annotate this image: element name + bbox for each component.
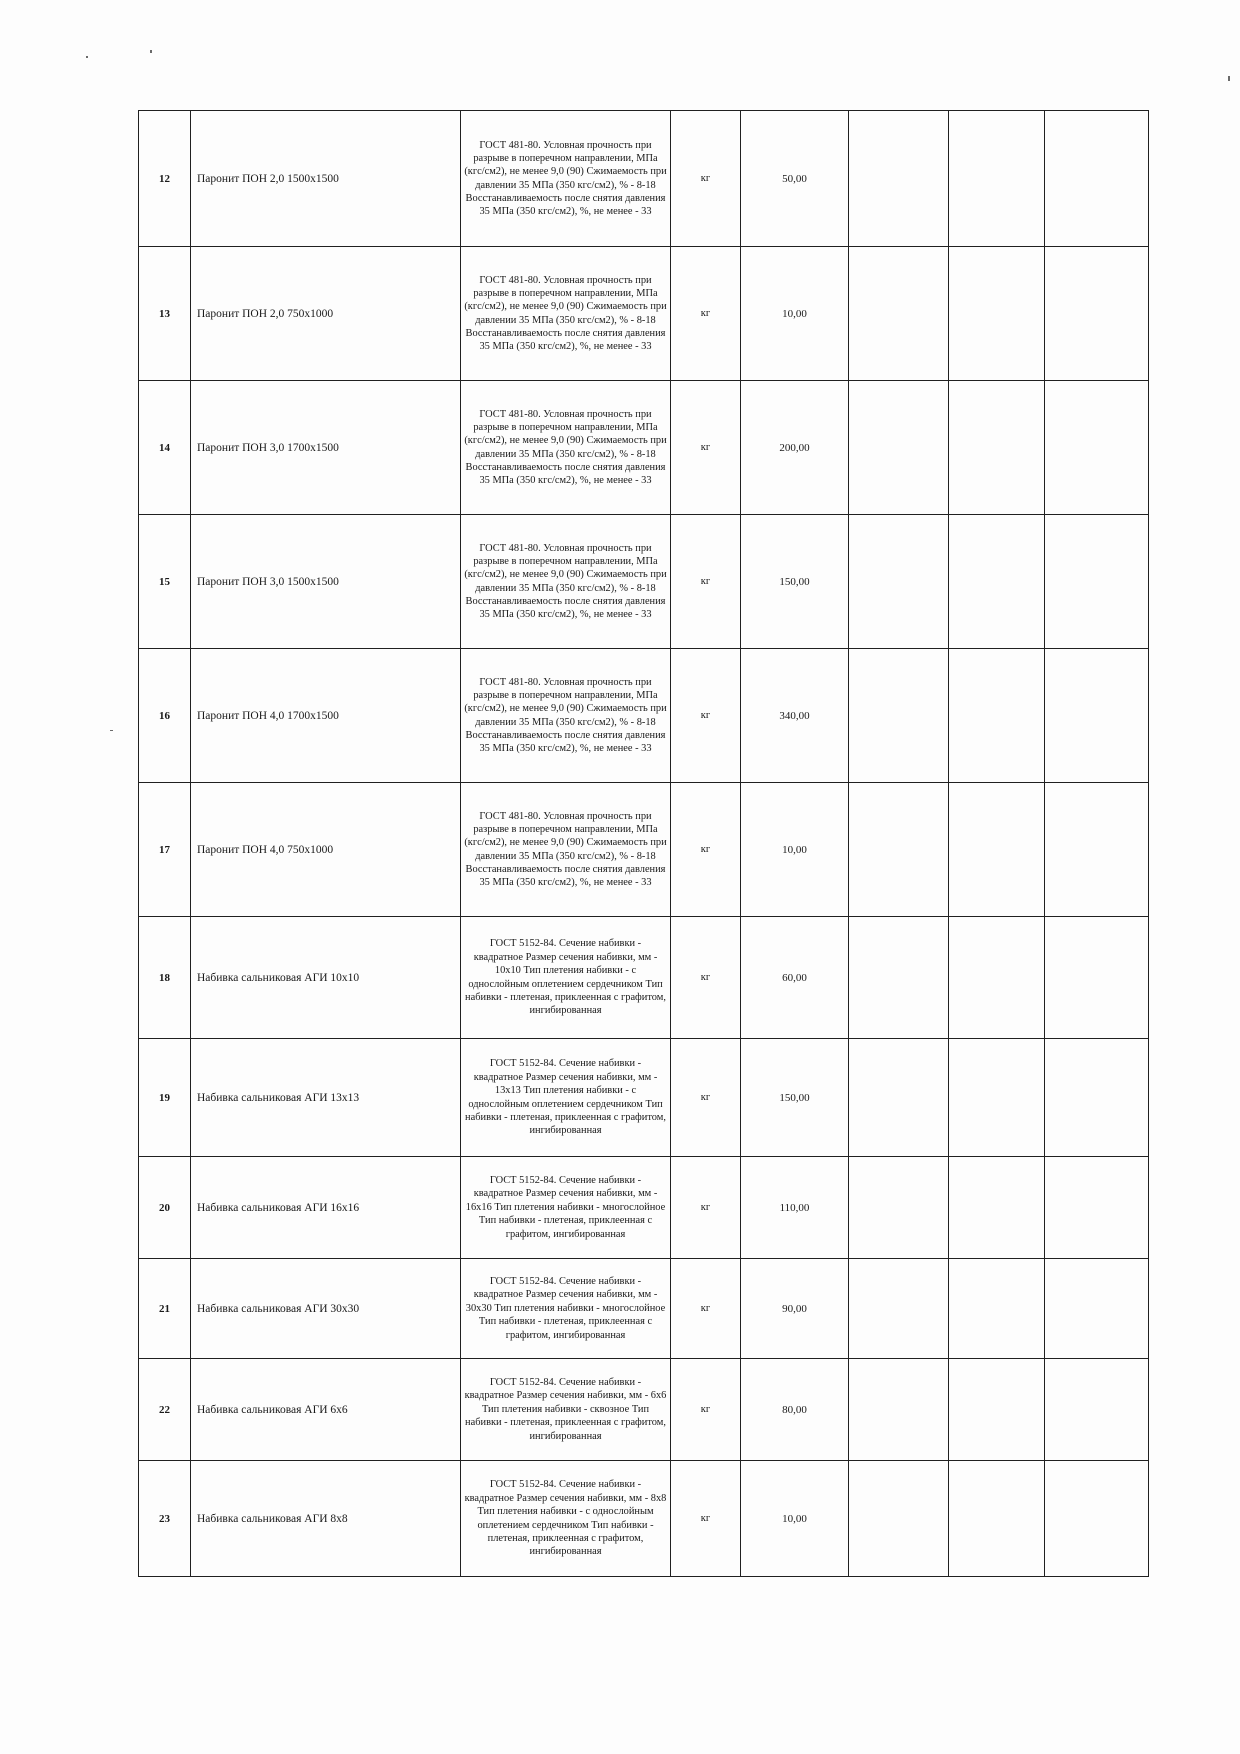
quantity: 10,00 <box>741 1461 849 1577</box>
empty-cell <box>949 111 1045 247</box>
unit-of-measure: кг <box>671 381 741 515</box>
empty-cell <box>849 1259 949 1359</box>
empty-cell <box>849 783 949 917</box>
empty-cell <box>1045 783 1149 917</box>
empty-cell <box>949 783 1045 917</box>
quantity: 150,00 <box>741 1039 849 1157</box>
table-row <box>139 111 1149 247</box>
empty-cell <box>849 917 949 1039</box>
item-specification: ГОСТ 481-80. Условная прочность при разрыве в поперечном направлении, МПа (кгс/см2), не менее 9,0 (90) Сжимаемость при давлении 35 МПа (350 кгс/см2), % - 8-18 Восстанавливаемость после снятия давления 35 МПа (350 кгс/см2), %, не менее - 33 <box>461 111 671 247</box>
empty-cell <box>849 247 949 381</box>
empty-cell <box>1045 111 1149 247</box>
empty-cell <box>949 247 1045 381</box>
item-name: Паронит ПОН 2,0 750x1000 <box>191 247 461 381</box>
specification-table <box>138 110 1149 1577</box>
empty-cell <box>1045 515 1149 649</box>
row-number: 16 <box>139 649 191 783</box>
item-name: Паронит ПОН 4,0 750x1000 <box>191 783 461 917</box>
item-specification: ГОСТ 481-80. Условная прочность при разрыве в поперечном направлении, МПа (кгс/см2), не менее 9,0 (90) Сжимаемость при давлении 35 МПа (350 кгс/см2), % - 8-18 Восстанавливаемость после снятия давления 35 МПа (350 кгс/см2), %, не менее - 33 <box>461 515 671 649</box>
quantity: 80,00 <box>741 1359 849 1461</box>
row-number: 20 <box>139 1157 191 1259</box>
row-number: 18 <box>139 917 191 1039</box>
empty-cell <box>1045 1039 1149 1157</box>
table-row <box>139 1461 1149 1577</box>
empty-cell <box>849 111 949 247</box>
empty-cell <box>1045 1259 1149 1359</box>
item-specification: ГОСТ 5152-84. Сечение набивки - квадратное Размер сечения набивки, мм - 30x30 Тип плетения набивки - многослойное Тип набивки - плетеная, приклеенная с графитом, ингибированная <box>461 1259 671 1359</box>
empty-cell <box>849 1157 949 1259</box>
unit-of-measure: кг <box>671 783 741 917</box>
item-specification: ГОСТ 5152-84. Сечение набивки - квадратное Размер сечения набивки, мм - 13x13 Тип плетения набивки - с однослойным оплетением сердечником Тип набивки - плетеная, приклеенная с графитом, ингибированная <box>461 1039 671 1157</box>
empty-cell <box>849 649 949 783</box>
item-name: Паронит ПОН 4,0 1700x1500 <box>191 649 461 783</box>
unit-of-measure: кг <box>671 111 741 247</box>
table-row <box>139 247 1149 381</box>
item-name: Набивка сальниковая АГИ 16x16 <box>191 1157 461 1259</box>
item-name: Набивка сальниковая АГИ 30x30 <box>191 1259 461 1359</box>
item-specification: ГОСТ 5152-84. Сечение набивки - квадратное Размер сечения набивки, мм - 8x8 Тип плетения набивки - с однослойным оплетением сердечником Тип набивки - плетеная, приклеенная с графитом, ингибированная <box>461 1461 671 1577</box>
scan-speck <box>110 730 113 731</box>
row-number: 22 <box>139 1359 191 1461</box>
unit-of-measure: кг <box>671 1039 741 1157</box>
unit-of-measure: кг <box>671 1157 741 1259</box>
item-name: Паронит ПОН 3,0 1700x1500 <box>191 381 461 515</box>
table-row <box>139 1157 1149 1259</box>
item-name: Паронит ПОН 3,0 1500x1500 <box>191 515 461 649</box>
empty-cell <box>949 1039 1045 1157</box>
unit-of-measure: кг <box>671 649 741 783</box>
unit-of-measure: кг <box>671 247 741 381</box>
row-number: 15 <box>139 515 191 649</box>
item-specification: ГОСТ 481-80. Условная прочность при разрыве в поперечном направлении, МПа (кгс/см2), не менее 9,0 (90) Сжимаемость при давлении 35 МПа (350 кгс/см2), % - 8-18 Восстанавливаемость после снятия давления 35 МПа (350 кгс/см2), %, не менее - 33 <box>461 247 671 381</box>
scan-speck <box>86 56 88 58</box>
empty-cell <box>949 649 1045 783</box>
table-row <box>139 1039 1149 1157</box>
row-number: 12 <box>139 111 191 247</box>
empty-cell <box>1045 247 1149 381</box>
empty-cell <box>949 1157 1045 1259</box>
item-name: Набивка сальниковая АГИ 13x13 <box>191 1039 461 1157</box>
unit-of-measure: кг <box>671 917 741 1039</box>
empty-cell <box>849 1461 949 1577</box>
empty-cell <box>949 381 1045 515</box>
empty-cell <box>849 1359 949 1461</box>
row-number: 17 <box>139 783 191 917</box>
item-specification: ГОСТ 481-80. Условная прочность при разрыве в поперечном направлении, МПа (кгс/см2), не менее 9,0 (90) Сжимаемость при давлении 35 МПа (350 кгс/см2), % - 8-18 Восстанавливаемость после снятия давления 35 МПа (350 кгс/см2), %, не менее - 33 <box>461 381 671 515</box>
table-row <box>139 783 1149 917</box>
quantity: 340,00 <box>741 649 849 783</box>
quantity: 60,00 <box>741 917 849 1039</box>
row-number: 19 <box>139 1039 191 1157</box>
empty-cell <box>1045 1359 1149 1461</box>
quantity: 110,00 <box>741 1157 849 1259</box>
table-row <box>139 1259 1149 1359</box>
quantity: 150,00 <box>741 515 849 649</box>
quantity: 10,00 <box>741 247 849 381</box>
row-number: 13 <box>139 247 191 381</box>
item-specification: ГОСТ 5152-84. Сечение набивки - квадратное Размер сечения набивки, мм - 16x16 Тип плетения набивки - многослойное Тип набивки - плетеная, приклеенная с графитом, ингибированная <box>461 1157 671 1259</box>
item-specification: ГОСТ 5152-84. Сечение набивки - квадратное Размер сечения набивки, мм - 10x10 Тип плетения набивки - с однослойным оплетением сердечником Тип набивки - плетеная, приклеенная с графитом, ингибированная <box>461 917 671 1039</box>
empty-cell <box>1045 917 1149 1039</box>
item-name: Набивка сальниковая АГИ 6x6 <box>191 1359 461 1461</box>
empty-cell <box>949 917 1045 1039</box>
unit-of-measure: кг <box>671 1259 741 1359</box>
empty-cell <box>949 1461 1045 1577</box>
quantity: 50,00 <box>741 111 849 247</box>
empty-cell <box>1045 1461 1149 1577</box>
item-specification: ГОСТ 481-80. Условная прочность при разрыве в поперечном направлении, МПа (кгс/см2), не менее 9,0 (90) Сжимаемость при давлении 35 МПа (350 кгс/см2), % - 8-18 Восстанавливаемость после снятия давления 35 МПа (350 кгс/см2), %, не менее - 33 <box>461 783 671 917</box>
table-row <box>139 1359 1149 1461</box>
table-row <box>139 515 1149 649</box>
empty-cell <box>1045 381 1149 515</box>
item-specification: ГОСТ 5152-84. Сечение набивки - квадратное Размер сечения набивки, мм - 6x6 Тип плетения набивки - сквозное Тип набивки - плетеная, приклеенная с графитом, ингибированная <box>461 1359 671 1461</box>
unit-of-measure: кг <box>671 515 741 649</box>
quantity: 90,00 <box>741 1259 849 1359</box>
empty-cell <box>849 1039 949 1157</box>
row-number: 23 <box>139 1461 191 1577</box>
row-number: 14 <box>139 381 191 515</box>
item-name: Паронит ПОН 2,0 1500x1500 <box>191 111 461 247</box>
item-name: Набивка сальниковая АГИ 8x8 <box>191 1461 461 1577</box>
table-row <box>139 649 1149 783</box>
empty-cell <box>849 381 949 515</box>
item-name: Набивка сальниковая АГИ 10x10 <box>191 917 461 1039</box>
empty-cell <box>1045 1157 1149 1259</box>
row-number: 21 <box>139 1259 191 1359</box>
empty-cell <box>849 515 949 649</box>
empty-cell <box>949 1359 1045 1461</box>
empty-cell <box>949 1259 1045 1359</box>
empty-cell <box>1045 649 1149 783</box>
quantity: 10,00 <box>741 783 849 917</box>
unit-of-measure: кг <box>671 1461 741 1577</box>
item-specification: ГОСТ 481-80. Условная прочность при разрыве в поперечном направлении, МПа (кгс/см2), не менее 9,0 (90) Сжимаемость при давлении 35 МПа (350 кгс/см2), % - 8-18 Восстанавливаемость после снятия давления 35 МПа (350 кгс/см2), %, не менее - 33 <box>461 649 671 783</box>
empty-cell <box>949 515 1045 649</box>
unit-of-measure: кг <box>671 1359 741 1461</box>
table-row <box>139 917 1149 1039</box>
quantity: 200,00 <box>741 381 849 515</box>
scan-speck <box>150 50 152 53</box>
scan-speck <box>1228 76 1230 81</box>
table-row <box>139 381 1149 515</box>
